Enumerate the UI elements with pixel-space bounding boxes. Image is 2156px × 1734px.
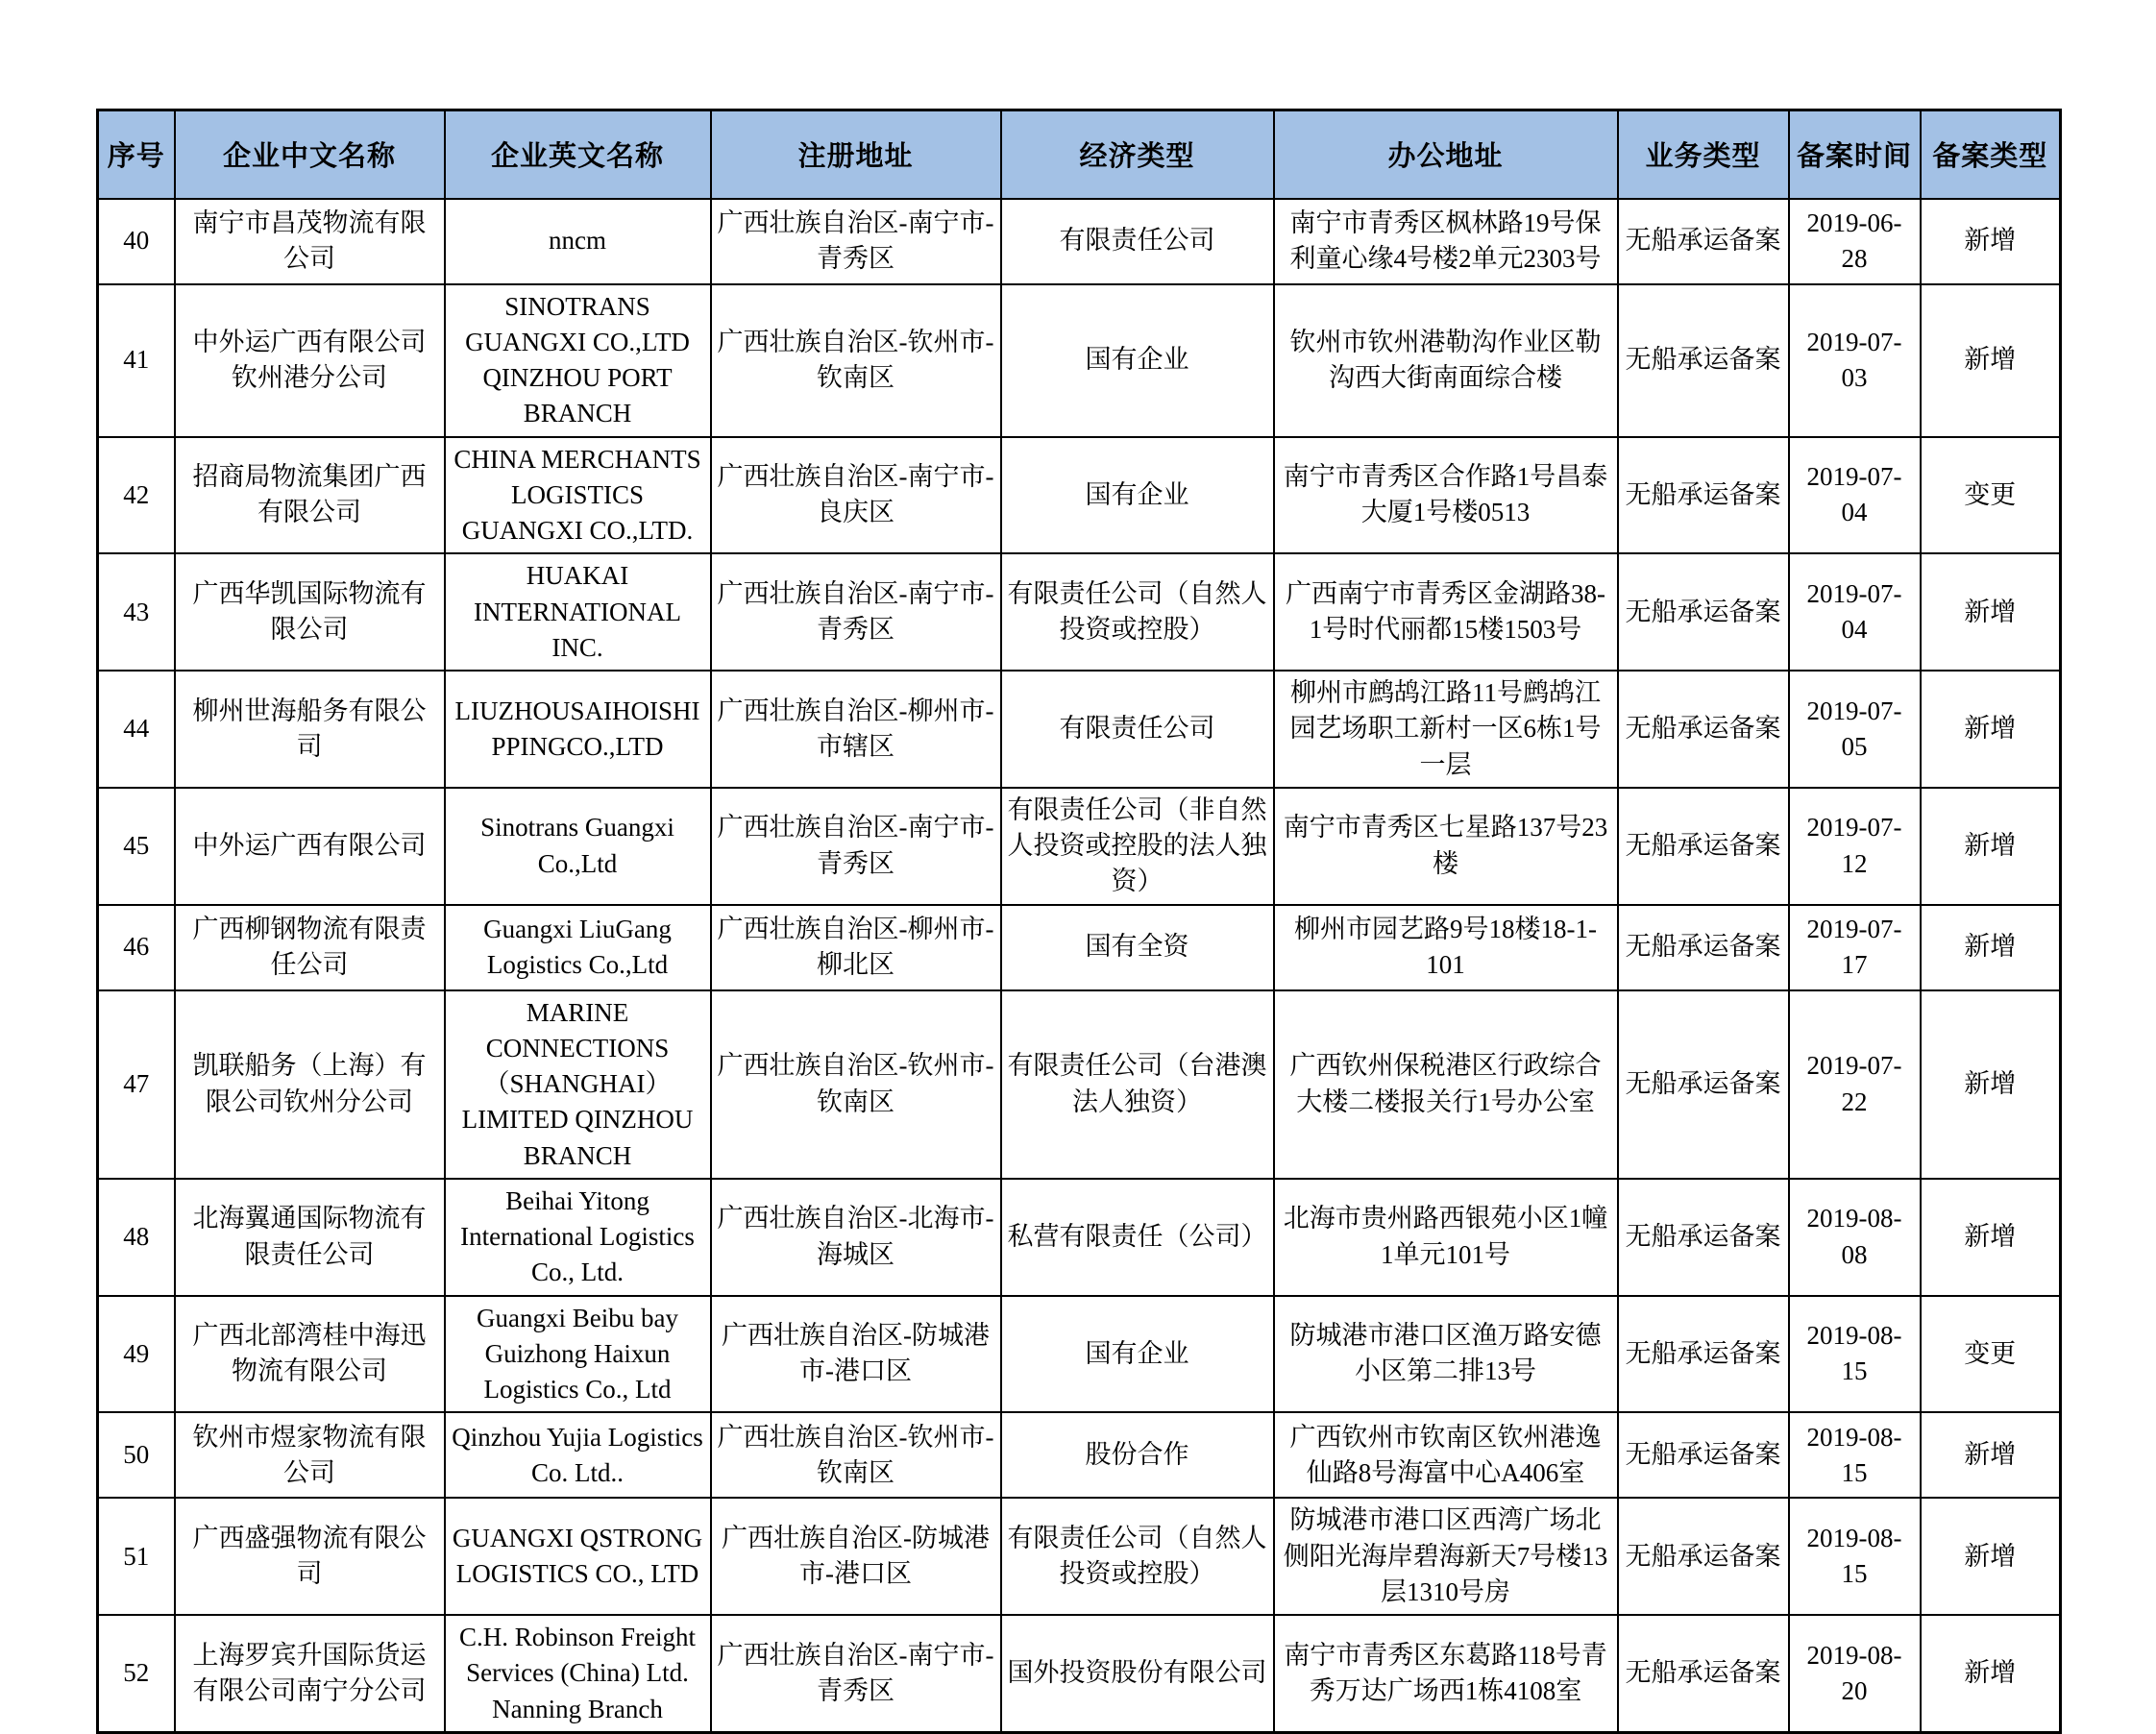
cell-econ_type: 国有企业 xyxy=(1001,437,1274,554)
cell-reg_address: 广西壮族自治区-南宁市-青秀区 xyxy=(711,553,1001,671)
column-header-econ-type: 经济类型 xyxy=(1001,110,1274,199)
cell-cn_name: 凯联船务（上海）有限公司钦州分公司 xyxy=(175,990,445,1179)
table-row xyxy=(98,437,2061,554)
table-row xyxy=(98,1615,2061,1732)
table-row xyxy=(98,1412,2061,1498)
cell-reg_address: 广西壮族自治区-钦州市-钦南区 xyxy=(711,1412,1001,1498)
cell-biz_type: 无船承运备案 xyxy=(1618,1615,1789,1732)
header-row xyxy=(98,110,2061,199)
cell-record_date: 2019-07-17 xyxy=(1789,905,1921,990)
cell-en_name: Beihai Yitong International Logistics Co., Ltd. xyxy=(445,1179,711,1296)
cell-serial: 43 xyxy=(98,553,175,671)
table-row xyxy=(98,788,2061,905)
cell-record_date: 2019-08-15 xyxy=(1789,1296,1921,1413)
cell-econ_type: 有限责任公司（台港澳法人独资） xyxy=(1001,990,1274,1179)
cell-office_address: 南宁市青秀区合作路1号昌泰大厦1号楼0513 xyxy=(1274,437,1618,554)
table-body xyxy=(98,199,2061,1733)
table-row xyxy=(98,671,2061,788)
cell-biz_type: 无船承运备案 xyxy=(1618,788,1789,905)
cell-cn_name: 广西盛强物流有限公司 xyxy=(175,1498,445,1615)
cell-biz_type: 无船承运备案 xyxy=(1618,437,1789,554)
cell-en_name: nncm xyxy=(445,199,711,284)
column-header-reg-address: 注册地址 xyxy=(711,110,1001,199)
cell-econ_type: 国有全资 xyxy=(1001,905,1274,990)
cell-en_name: CHINA MERCHANTS LOGISTICS GUANGXI CO.,LTD. xyxy=(445,437,711,554)
cell-reg_address: 广西壮族自治区-钦州市-钦南区 xyxy=(711,990,1001,1179)
cell-record_date: 2019-07-04 xyxy=(1789,437,1921,554)
cell-record_type: 新增 xyxy=(1921,1412,2061,1498)
cell-en_name: Sinotrans Guangxi Co.,Ltd xyxy=(445,788,711,905)
cell-reg_address: 广西壮族自治区-柳州市-柳北区 xyxy=(711,905,1001,990)
cell-serial: 47 xyxy=(98,990,175,1179)
cell-en_name: C.H. Robinson Freight Services (China) Ltd. Nanning Branch xyxy=(445,1615,711,1732)
cell-econ_type: 股份合作 xyxy=(1001,1412,1274,1498)
cell-record_date: 2019-08-20 xyxy=(1789,1615,1921,1732)
cell-econ_type: 国有企业 xyxy=(1001,1296,1274,1413)
cell-record_type: 新增 xyxy=(1921,788,2061,905)
table-row xyxy=(98,990,2061,1179)
cell-reg_address: 广西壮族自治区-防城港市-港口区 xyxy=(711,1296,1001,1413)
cell-record_type: 变更 xyxy=(1921,1296,2061,1413)
cell-cn_name: 招商局物流集团广西有限公司 xyxy=(175,437,445,554)
table-row xyxy=(98,1179,2061,1296)
cell-record_type: 新增 xyxy=(1921,990,2061,1179)
cell-office_address: 防城港市港口区西湾广场北侧阳光海岸碧海新天7号楼13层1310号房 xyxy=(1274,1498,1618,1615)
cell-cn_name: 广西北部湾桂中海迅物流有限公司 xyxy=(175,1296,445,1413)
cell-reg_address: 广西壮族自治区-南宁市-青秀区 xyxy=(711,1615,1001,1732)
cell-reg_address: 广西壮族自治区-防城港市-港口区 xyxy=(711,1498,1001,1615)
cell-serial: 48 xyxy=(98,1179,175,1296)
cell-reg_address: 广西壮族自治区-钦州市-钦南区 xyxy=(711,284,1001,437)
cell-record_date: 2019-08-15 xyxy=(1789,1498,1921,1615)
column-header-serial: 序号 xyxy=(98,110,175,199)
table-row xyxy=(98,284,2061,437)
column-header-record-type: 备案类型 xyxy=(1921,110,2061,199)
cell-record_date: 2019-07-04 xyxy=(1789,553,1921,671)
cell-serial: 42 xyxy=(98,437,175,554)
cell-biz_type: 无船承运备案 xyxy=(1618,1498,1789,1615)
cell-serial: 44 xyxy=(98,671,175,788)
column-header-en-name: 企业英文名称 xyxy=(445,110,711,199)
table-row xyxy=(98,199,2061,284)
table-row xyxy=(98,1498,2061,1615)
table-row xyxy=(98,905,2061,990)
cell-biz_type: 无船承运备案 xyxy=(1618,905,1789,990)
cell-en_name: SINOTRANS GUANGXI CO.,LTD QINZHOU PORT BRANCH xyxy=(445,284,711,437)
cell-en_name: Guangxi Beibu bay Guizhong Haixun Logistics Co., Ltd xyxy=(445,1296,711,1413)
cell-record_type: 新增 xyxy=(1921,553,2061,671)
cell-office_address: 南宁市青秀区东葛路118号青秀万达广场西1栋4108室 xyxy=(1274,1615,1618,1732)
table-header xyxy=(98,110,2061,199)
cell-en_name: GUANGXI QSTRONG LOGISTICS CO., LTD xyxy=(445,1498,711,1615)
cell-econ_type: 有限责任公司（非自然人投资或控股的法人独资） xyxy=(1001,788,1274,905)
cell-cn_name: 钦州市煜家物流有限公司 xyxy=(175,1412,445,1498)
column-header-biz-type: 业务类型 xyxy=(1618,110,1789,199)
cell-office_address: 南宁市青秀区枫林路19号保利童心缘4号楼2单元2303号 xyxy=(1274,199,1618,284)
cell-en_name: HUAKAI INTERNATIONAL INC. xyxy=(445,553,711,671)
cell-record_date: 2019-06-28 xyxy=(1789,199,1921,284)
cell-biz_type: 无船承运备案 xyxy=(1618,199,1789,284)
cell-en_name: MARINE CONNECTIONS（SHANGHAI）LIMITED QINZHOU BRANCH xyxy=(445,990,711,1179)
cell-record_date: 2019-08-08 xyxy=(1789,1179,1921,1296)
cell-serial: 50 xyxy=(98,1412,175,1498)
cell-biz_type: 无船承运备案 xyxy=(1618,1179,1789,1296)
cell-biz_type: 无船承运备案 xyxy=(1618,553,1789,671)
cell-serial: 45 xyxy=(98,788,175,905)
cell-office_address: 广西钦州市钦南区钦州港逸仙路8号海富中心A406室 xyxy=(1274,1412,1618,1498)
cell-record_type: 新增 xyxy=(1921,671,2061,788)
cell-cn_name: 广西柳钢物流有限责任公司 xyxy=(175,905,445,990)
cell-record_date: 2019-07-05 xyxy=(1789,671,1921,788)
cell-cn_name: 上海罗宾升国际货运有限公司南宁分公司 xyxy=(175,1615,445,1732)
cell-econ_type: 有限责任公司（自然人投资或控股） xyxy=(1001,553,1274,671)
cell-econ_type: 有限责任公司（自然人投资或控股） xyxy=(1001,1498,1274,1615)
cell-reg_address: 广西壮族自治区-北海市-海城区 xyxy=(711,1179,1001,1296)
cell-office_address: 广西南宁市青秀区金湖路38-1号时代丽都15楼1503号 xyxy=(1274,553,1618,671)
column-header-cn-name: 企业中文名称 xyxy=(175,110,445,199)
cell-record_type: 变更 xyxy=(1921,437,2061,554)
cell-cn_name: 中外运广西有限公司钦州港分公司 xyxy=(175,284,445,437)
cell-econ_type: 国外投资股份有限公司 xyxy=(1001,1615,1274,1732)
cell-record_type: 新增 xyxy=(1921,905,2061,990)
cell-cn_name: 广西华凯国际物流有限公司 xyxy=(175,553,445,671)
cell-serial: 51 xyxy=(98,1498,175,1615)
cell-cn_name: 中外运广西有限公司 xyxy=(175,788,445,905)
cell-biz_type: 无船承运备案 xyxy=(1618,671,1789,788)
cell-reg_address: 广西壮族自治区-南宁市-青秀区 xyxy=(711,788,1001,905)
cell-en_name: Qinzhou Yujia Logistics Co. Ltd.. xyxy=(445,1412,711,1498)
cell-office_address: 广西钦州保税港区行政综合大楼二楼报关行1号办公室 xyxy=(1274,990,1618,1179)
cell-record_type: 新增 xyxy=(1921,1179,2061,1296)
cell-serial: 46 xyxy=(98,905,175,990)
cell-biz_type: 无船承运备案 xyxy=(1618,1412,1789,1498)
column-header-office-address: 办公地址 xyxy=(1274,110,1618,199)
cell-serial: 49 xyxy=(98,1296,175,1413)
cell-biz_type: 无船承运备案 xyxy=(1618,284,1789,437)
cell-office_address: 柳州市鹧鸪江路11号鹧鸪江园艺场职工新村一区6栋1号一层 xyxy=(1274,671,1618,788)
cell-en_name: Guangxi LiuGang Logistics Co.,Ltd xyxy=(445,905,711,990)
cell-office_address: 钦州市钦州港勒沟作业区勒沟西大街南面综合楼 xyxy=(1274,284,1618,437)
cell-reg_address: 广西壮族自治区-南宁市-良庆区 xyxy=(711,437,1001,554)
cell-en_name: LIUZHOUSAIHOISHIPPINGCO.,LTD xyxy=(445,671,711,788)
cell-biz_type: 无船承运备案 xyxy=(1618,990,1789,1179)
cell-office_address: 北海市贵州路西银苑小区1幢1单元101号 xyxy=(1274,1179,1618,1296)
cell-serial: 41 xyxy=(98,284,175,437)
cell-record_type: 新增 xyxy=(1921,199,2061,284)
cell-cn_name: 南宁市昌茂物流有限公司 xyxy=(175,199,445,284)
cell-biz_type: 无船承运备案 xyxy=(1618,1296,1789,1413)
table-row xyxy=(98,1296,2061,1413)
cell-econ_type: 私营有限责任（公司） xyxy=(1001,1179,1274,1296)
cell-econ_type: 国有企业 xyxy=(1001,284,1274,437)
cell-record_type: 新增 xyxy=(1921,284,2061,437)
column-header-record-date: 备案时间 xyxy=(1789,110,1921,199)
cell-econ_type: 有限责任公司 xyxy=(1001,199,1274,284)
cell-serial: 40 xyxy=(98,199,175,284)
table-row xyxy=(98,553,2061,671)
cell-office_address: 柳州市园艺路9号18楼18-1-101 xyxy=(1274,905,1618,990)
cell-record_date: 2019-07-03 xyxy=(1789,284,1921,437)
cell-record_date: 2019-07-12 xyxy=(1789,788,1921,905)
cell-office_address: 防城港市港口区渔万路安德小区第二排13号 xyxy=(1274,1296,1618,1413)
cell-reg_address: 广西壮族自治区-南宁市-青秀区 xyxy=(711,199,1001,284)
cell-reg_address: 广西壮族自治区-柳州市-市辖区 xyxy=(711,671,1001,788)
cell-serial: 52 xyxy=(98,1615,175,1732)
cell-cn_name: 北海翼通国际物流有限责任公司 xyxy=(175,1179,445,1296)
nvocc-filing-table xyxy=(96,109,2062,1734)
cell-record_date: 2019-07-22 xyxy=(1789,990,1921,1179)
cell-record_type: 新增 xyxy=(1921,1615,2061,1732)
cell-econ_type: 有限责任公司 xyxy=(1001,671,1274,788)
cell-office_address: 南宁市青秀区七星路137号23楼 xyxy=(1274,788,1618,905)
cell-record_date: 2019-08-15 xyxy=(1789,1412,1921,1498)
cell-cn_name: 柳州世海船务有限公司 xyxy=(175,671,445,788)
cell-record_type: 新增 xyxy=(1921,1498,2061,1615)
